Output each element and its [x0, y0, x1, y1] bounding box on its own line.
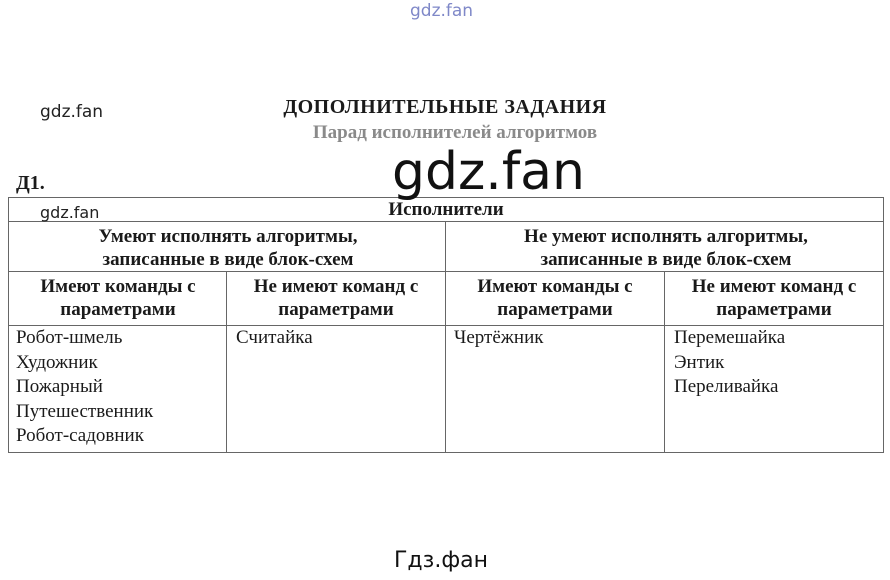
task-number: Д1. [16, 172, 45, 194]
column-4-list [674, 326, 785, 400]
column-3-list [454, 326, 543, 351]
list-item: Путешественник [16, 400, 154, 422]
list-item: Энтик [674, 351, 725, 373]
group-header-can: Умеют исполнять алгоритмы, записанные в виде блок-схем [98, 226, 358, 270]
watermark-top: gdz.fan [410, 1, 474, 21]
watermark-center: gdz.fan [392, 142, 585, 202]
watermark-table: gdz.fan [40, 203, 100, 222]
watermark-left: gdz.fan [40, 102, 104, 122]
group-header-cannot: Не умеют исполнять алгоритмы, записанные в виде блок-схем [524, 226, 808, 270]
column-1-list [16, 326, 153, 449]
column-2-list [236, 326, 313, 351]
list-item: Робот-шмель [16, 327, 123, 348]
list-item: Считайка [236, 327, 313, 348]
watermark-bottom: Гдз.фан [394, 548, 488, 573]
list-item: Переливайка [674, 376, 779, 397]
list-item: Робот-садовник [16, 425, 144, 446]
list-item: Художник [16, 351, 98, 373]
performers-table [8, 197, 884, 453]
subheader-1: Имеют команды с параметрами [40, 276, 196, 320]
page-title: ДОПОЛНИТЕЛЬНЫЕ ЗАДАНИЯ [283, 96, 607, 118]
subheader-3: Имеют команды с параметрами [477, 276, 633, 320]
subheader-4: Не имеют команд с параметрами [691, 276, 857, 320]
list-item: Перемешайка [674, 327, 786, 348]
table-header: Исполнители [388, 199, 504, 220]
list-item: Пожарный [16, 376, 103, 397]
subheader-2: Не имеют команд с параметрами [253, 276, 419, 320]
list-item: Чертёжник [454, 327, 544, 348]
page-subtitle: Парад исполнителей алгоритмов [312, 122, 598, 143]
